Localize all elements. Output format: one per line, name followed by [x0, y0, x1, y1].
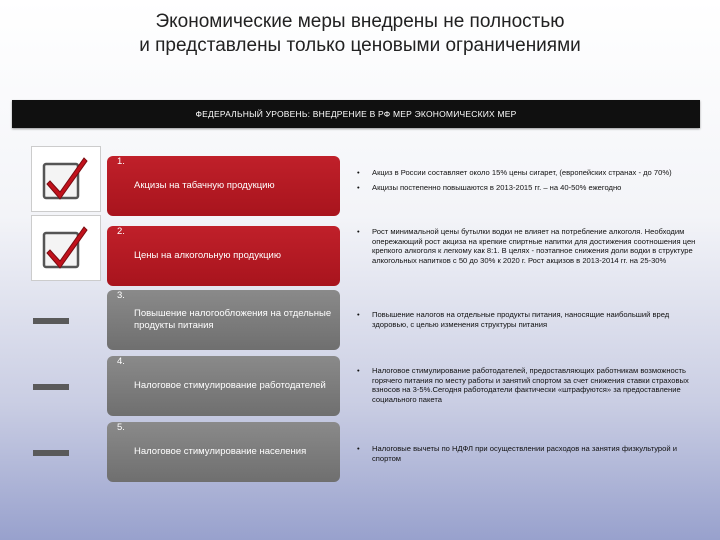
title-line-1: Экономические меры внедрены не полностью: [155, 11, 565, 32]
measure-4-number: 4.: [117, 356, 125, 367]
checkmark-icon: [31, 146, 101, 212]
bullet: • Рост минимальной цены бутылки водки не влияет на потребление алкоголя. Необходим опережающий рост акциза на крепкие спиртные напитки для достижения соотношения цен крепкого алкоголя к легкому как 8:1. В целях - поэтапное снижения доли водки в структуре алкогольных напитков с 50 до 30% к 2020 г. Рост акцизов в 2013-2014 гг. на 25-30%: [357, 227, 696, 265]
measure-3: [107, 290, 340, 350]
bullet: • Налоговые вычеты по НДФЛ при осуществлении расходов на занятия физкультурой и спортом: [357, 444, 677, 463]
title-line-2: и представлены только ценовыми ограничениями: [139, 35, 581, 56]
checkmark-icon: [31, 215, 101, 281]
section-banner: ФЕДЕРАЛЬНЫЙ УРОВЕНЬ: ВНЕДРЕНИЕ В РФ МЕР ЭКОНОМИЧЕСКИХ МЕР: [12, 100, 700, 128]
measure-3-label: Повышение налогообложения на отдельные продукты питания: [134, 308, 332, 331]
bullet: • Повышение налогов на отдельные продукты питания, наносящие наибольший вред здоровью, с целью изменения структуры питания: [357, 310, 670, 329]
dash-icon: [33, 450, 69, 456]
measure-1-label: Акцизы на табачную продукцию: [134, 180, 275, 191]
measure-4-label: Налоговое стимулирование работодателей: [134, 380, 326, 391]
measure-3-number: 3.: [117, 290, 125, 301]
measure-2: [107, 226, 340, 286]
measure-4-description: [357, 366, 702, 409]
measure-1: [107, 156, 340, 216]
measure-3-description: [357, 310, 702, 334]
measure-2-number: 2.: [117, 226, 125, 237]
page-title: [0, 10, 720, 58]
measure-2-description: [357, 227, 702, 270]
dash-icon: [33, 318, 69, 324]
measure-2-label: Цены на алкогольную продукцию: [134, 250, 281, 261]
measure-5: [107, 422, 340, 482]
measure-5-description: [357, 444, 702, 468]
measure-1-description: [357, 168, 702, 197]
bullet: • Налоговое стимулирование работодателей, предоставляющих работникам возможность горячего питания по месту работы и занятий спортом за счет снижения ставки страховых взносов на 3-5%.Сегодня работодатели фактически «штрафуются» за предоставление социального пакета: [357, 366, 689, 404]
bullet: • Акциз в России составляет около 15% цены сигарет, (европейских странах - до 70%): [357, 168, 672, 177]
measure-1-number: 1.: [117, 156, 125, 167]
measure-5-label: Налоговое стимулирование населения: [134, 446, 307, 457]
measure-5-number: 5.: [117, 422, 125, 433]
dash-icon: [33, 384, 69, 390]
bullet: • Акцизы постепенно повышаются в 2013-2015 гг. – на 40-50% ежегодно: [357, 182, 622, 192]
measure-4: [107, 356, 340, 416]
